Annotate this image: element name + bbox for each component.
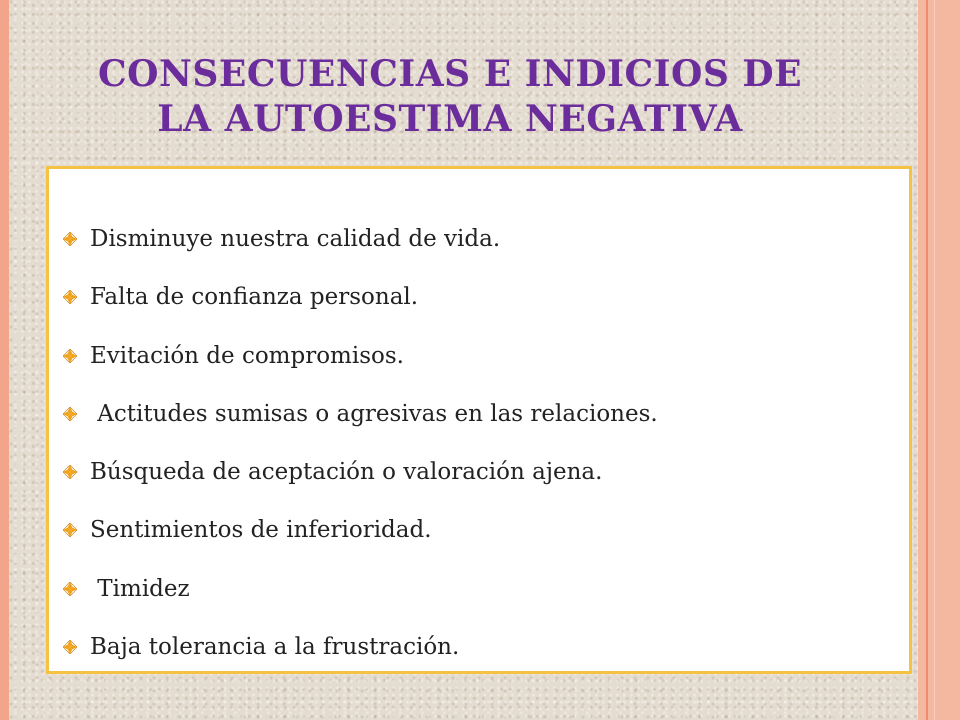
bullet-list: [63, 223, 658, 689]
slide-title-line-2: LA AUTOESTIMA NEGATIVA: [157, 98, 743, 140]
right-accent-band: [918, 0, 960, 720]
slide-title-line-1: CONSECUENCIAS E INDICIOS DE: [97, 53, 803, 95]
diamond-bullet-icon: [63, 290, 77, 304]
right-accent-line: [934, 0, 935, 720]
diamond-bullet-icon: [63, 232, 77, 246]
diamond-bullet-icon: [63, 523, 77, 537]
bullet-item: [63, 514, 658, 572]
bullet-text: Falta de confianza personal.: [90, 284, 419, 311]
bullet-item: [63, 573, 658, 631]
bullet-item: [63, 398, 658, 456]
left-accent-stripe: [0, 0, 9, 720]
bullet-text: Búsqueda de aceptación o valoración ajena.: [90, 459, 603, 486]
right-accent-line: [926, 0, 928, 720]
bullet-text: Sentimientos de inferioridad.: [90, 517, 432, 544]
bullet-text: Baja tolerancia a la frustración.: [90, 634, 460, 661]
diamond-bullet-icon: [63, 465, 77, 479]
diamond-bullet-icon: [63, 582, 77, 596]
bullet-item: [63, 631, 658, 689]
bullet-text: Timidez: [90, 575, 190, 602]
bullet-text: Disminuye nuestra calidad de vida.: [90, 226, 501, 252]
slide-title: [60, 52, 840, 142]
bullet-item: [63, 456, 658, 514]
diamond-bullet-icon: [63, 349, 77, 363]
bullet-item: [63, 223, 658, 281]
bullet-item: [63, 281, 658, 339]
content-box: [46, 166, 912, 674]
diamond-bullet-icon: [63, 407, 77, 421]
bullet-text: Actitudes sumisas o agresivas en las relaciones.: [90, 400, 658, 427]
diamond-bullet-icon: [63, 640, 77, 654]
bullet-item: [63, 340, 658, 398]
bullet-text: Evitación de compromisos.: [90, 342, 404, 369]
